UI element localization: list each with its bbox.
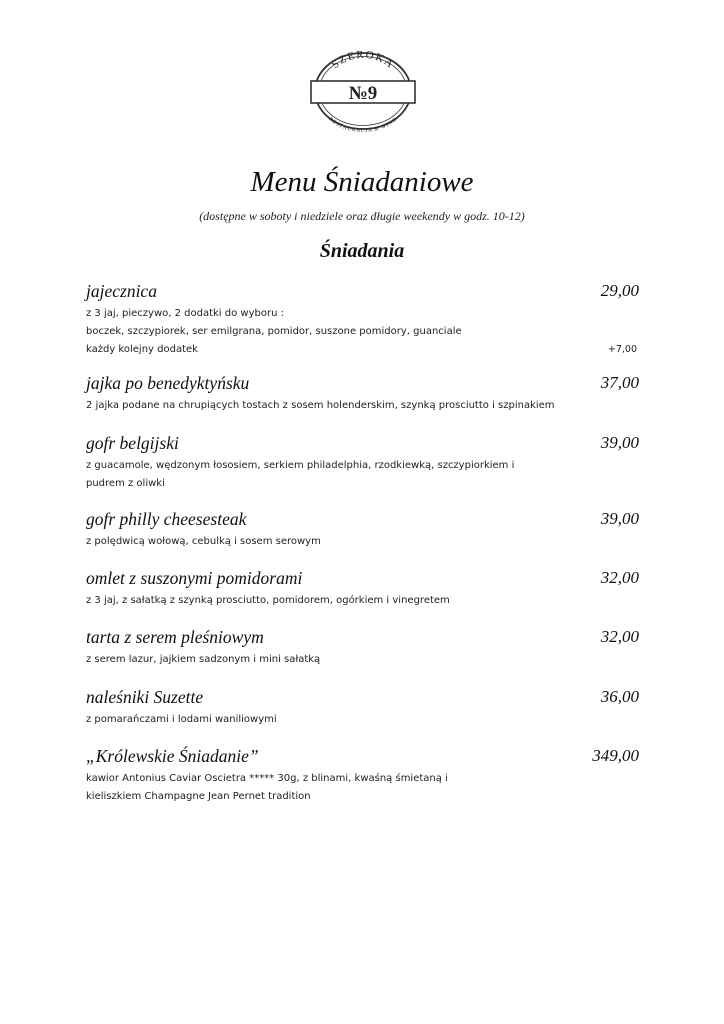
menu-item-description [86,651,639,669]
menu-item-price: 32,00 [600,627,639,646]
menu-item-price: 37,00 [600,373,639,392]
menu-item [86,279,639,359]
menu-item-description [86,305,639,359]
menu-item-price: 29,00 [600,281,639,300]
description-line: kawior Antonius Caviar Oscietra ***** 30g, z blinami, kwaśną śmietaną i [86,773,448,784]
menu-item-description [86,770,639,806]
description-line: boczek, szczypiorek, ser emilgrana, pomidor, suszone pomidory, guanciale [86,326,462,337]
logo-bottom-text: RESTAURACJA & WINO [327,116,399,132]
menu-item-price: 349,00 [592,746,639,765]
menu-item-name: naleśniki Suzette [86,687,204,707]
description-line: 2 jajka podane na chrupiących tostach z sosem holenderskim, szynką prosciutto i szpinakiem [86,400,555,411]
menu-item [86,685,639,729]
menu-item [86,507,639,551]
section-heading: Śniadania [319,240,405,262]
description-line: z pomarańczami i lodami waniliowymi [86,714,277,725]
description-text: każdy kolejny dodatek [86,344,198,355]
menu-item-name: „Królewskie Śniadanie” [86,746,259,766]
menu-item-name: tarta z serem pleśniowym [86,627,264,647]
description-line: z serem lazur, jajkiem sadzonym i mini sałatką [86,654,321,665]
menu-item-price: 32,00 [600,568,639,587]
menu-item-name: jajka po benedyktyńsku [86,373,250,393]
extra-addon-price: +7,00 [607,344,637,355]
description-line [86,341,639,359]
menu-item-price: 36,00 [600,687,639,706]
logo-number: №9 [348,83,378,104]
menu-item-description [86,457,639,493]
menu-item-name: gofr philly cheesesteak [86,509,247,529]
description-line: pudrem z oliwki [86,478,165,489]
menu-item [86,566,639,610]
menu-item-name: omlet z suszonymi pomidorami [86,568,303,588]
restaurant-logo [307,50,419,132]
description-line: kieliszkiem Champagne Jean Pernet tradition [86,791,311,802]
menu-item-description [86,711,639,729]
menu-item [86,744,639,806]
menu-item-price: 39,00 [600,509,639,528]
menu-item-name: jajecznica [86,281,157,301]
description-line: z guacamole, wędzonym łososiem, serkiem philadelphia, rzodkiewką, szczypiorkiem i [86,460,515,471]
menu-item-description [86,592,639,610]
logo-top-text: SZEROKA [329,50,397,72]
menu-item-description [86,533,639,551]
availability-note: (dostępne w soboty i niedziele oraz długie weekendy w godz. 10-12) [199,209,525,223]
menu-item-price: 39,00 [600,433,639,452]
menu-item-name: gofr belgijski [86,433,179,453]
menu-item [86,371,639,415]
menu-item [86,431,639,493]
description-line: z 3 jaj, pieczywo, 2 dodatki do wyboru : [86,308,284,319]
menu-item-description [86,397,639,415]
description-line: z 3 jaj, z sałatką z szynką prosciutto, pomidorem, ogórkiem i vinegretem [86,595,450,606]
page-title: Menu Śniadaniowe [250,166,474,198]
description-line: z polędwicą wołową, cebulką i sosem serowym [86,536,321,547]
menu-item [86,625,639,669]
